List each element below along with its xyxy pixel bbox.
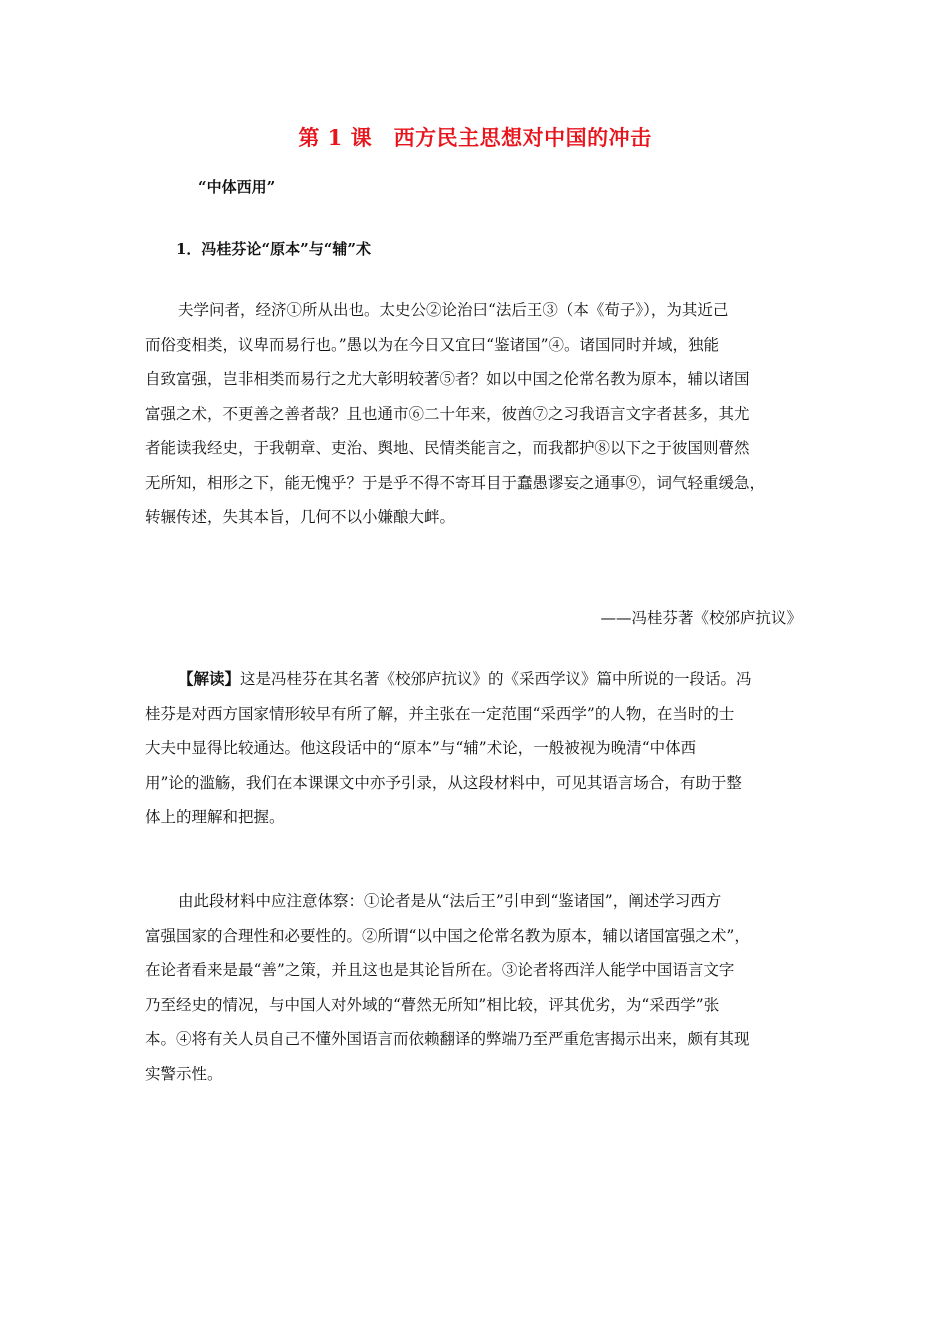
analysis-line: 乃至经史的情况，与中国人对外域的“瞢然无所知”相比较，评其优劣，为“采西学”张	[145, 995, 720, 1014]
subtitle: “中体西用”	[198, 178, 276, 196]
interpretation-line: 大夫中显得比较通达。他这段话中的“原本”与“辅”术论，一般被视为晚清“中体西	[145, 739, 697, 757]
quote-line: 富强之术，不更善之善者哉？且也通市⑥二十年来，彼酋⑦之习我语言文字者甚多，其尤	[145, 404, 750, 423]
page-title: 第 1 课 西方民主思想对中国的冲击	[298, 125, 652, 150]
interpretation-line: 用”论的滥觞，我们在本课课文中亦予引录，从这段材料中，可见其语言场合，有助于整	[145, 773, 742, 792]
section-heading: 1．冯桂芬论“原本”与“辅”术	[176, 240, 371, 258]
quote-line: 者能读我经史，于我朝章、吏治、舆地、民情类能言之，而我都护⑧以下之于彼国则瞢然	[145, 439, 750, 457]
interpretation-line: 桂芬是对西方国家情形较早有所了解，并主张在一定范围“采西学”的人物，在当时的士	[145, 704, 735, 723]
analysis-line: 在论者看来是最“善”之策，并且这也是其论旨所在。③论者将西洋人能学中国语言文字	[145, 961, 735, 979]
quote-line: 夫学问者，经济①所从出也。太史公②论治曰“法后王③（本《荀子》），为其近己	[178, 301, 729, 319]
interpretation-paragraph	[145, 662, 805, 835]
quote-line: 无所知，相形之下，能无愧乎？于是乎不得不寄耳目于蠢愚谬妄之通事⑨，词气轻重缓急，	[145, 473, 766, 492]
analysis-line: 富强国家的合理性和必要性的。②所谓“以中国之伦常名教为原本，辅以诸国富强之术”，	[145, 926, 750, 945]
quote-line: 自致富强，岂非相类而易行之尤大彰明较著⑤者？如以中国之伦常名教为原本，辅以诸国	[145, 370, 750, 388]
quote-paragraph	[145, 293, 805, 535]
interpretation-line: 体上的理解和把握。	[145, 808, 285, 826]
analysis-paragraph	[145, 884, 805, 1091]
analysis-line: 实警示性。	[145, 1064, 223, 1083]
analysis-line: 由此段材料中应注意体察：①论者是从“法后王”引申到“鉴诸国”，阐述学习西方	[178, 892, 722, 910]
analysis-line: 本。④将有关人员自己不懂外国语言而依赖翻译的弊端乃至严重危害揭示出来，颇有其现	[145, 1030, 750, 1048]
interpretation-label: 【解读】	[178, 669, 241, 688]
quote-line: 而俗变相类，议卑而易行也。”愚以为在今日又宜曰“鉴诸国”④。诸国同时并域，独能	[145, 335, 720, 354]
interpretation-first-line	[145, 662, 805, 697]
quote-line: 转辗传述，失其本旨，几何不以小嫌酿大衅。	[145, 508, 456, 526]
interpretation-text: 这是冯桂芬在其名著《校邠庐抗议》的《采西学议》篇中所说的一段话。冯	[240, 670, 752, 688]
quote-source: ——冯桂芬著《校邠庐抗议》	[600, 609, 802, 627]
